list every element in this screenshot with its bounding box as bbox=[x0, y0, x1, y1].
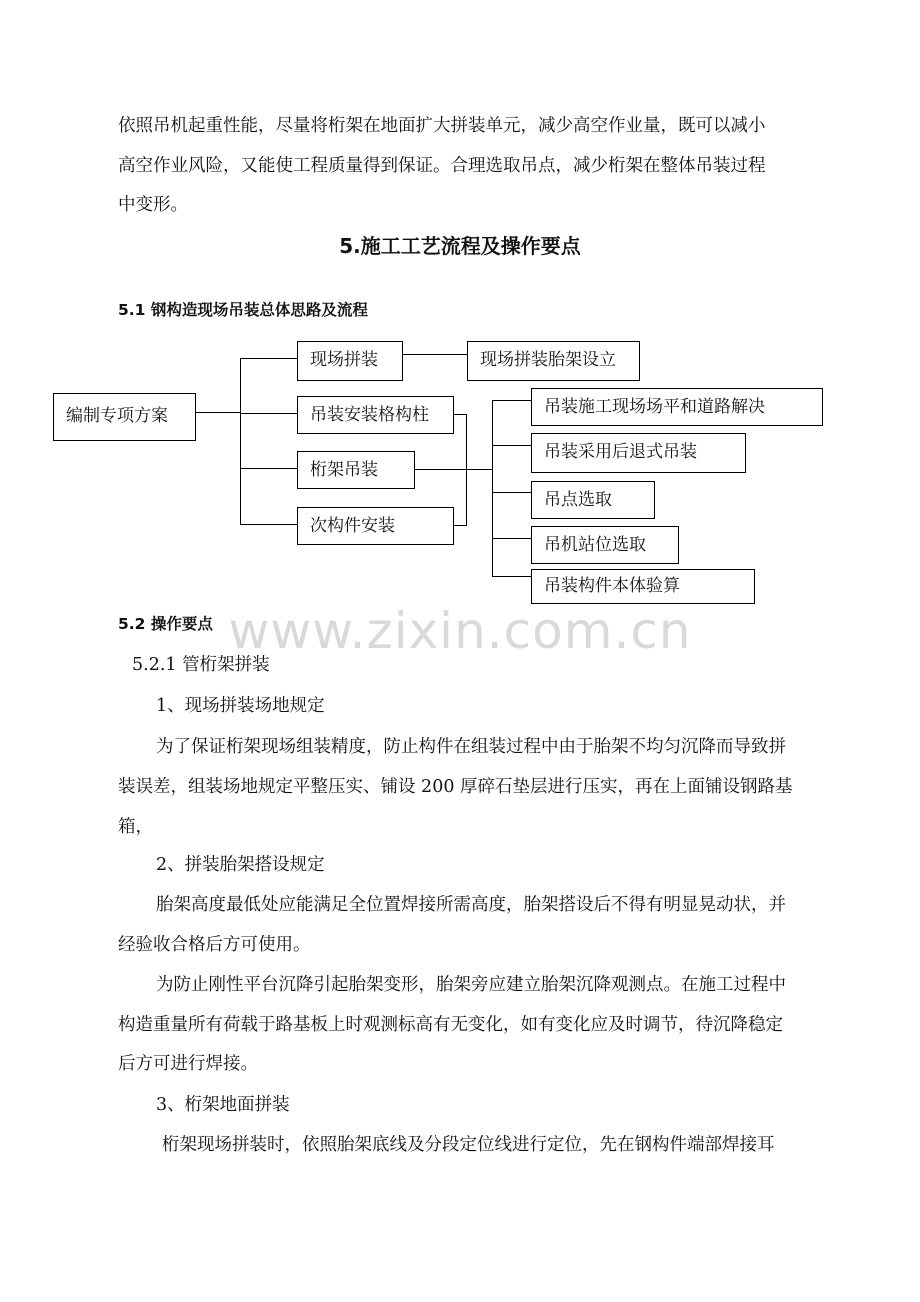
connector-right-1 bbox=[492, 400, 532, 401]
connector-mid-3 bbox=[240, 468, 298, 469]
connector-bracket-bottom bbox=[453, 525, 467, 526]
connector-right-2 bbox=[492, 445, 532, 446]
item-1-line-3: 箱， bbox=[118, 817, 153, 837]
item-1-line-1: 为了保证桁架现场组装精度，防止构件在组装过程中由于胎架不均匀沉降而导致拼 bbox=[156, 737, 786, 757]
connector-mid-trunk bbox=[240, 358, 241, 525]
section-5-title: 5.施工工艺流程及操作要点 bbox=[339, 234, 581, 258]
box-mid-1: 现场拼装 bbox=[297, 341, 403, 381]
item-2-title: 2、拼装胎架搭设规定 bbox=[156, 855, 325, 875]
intro-line-1: 依照吊机起重性能，尽量将桁架在地面扩大拼装单元，减少高空作业量，既可以减小 bbox=[118, 116, 766, 136]
item-2-p2-line-1: 为防止刚性平台沉降引起胎架变形，胎架旁应建立胎架沉降观测点。在施工过程中 bbox=[156, 975, 786, 995]
box-right-2: 吊装采用后退式吊装 bbox=[531, 433, 746, 473]
connector-bracket bbox=[466, 414, 467, 526]
item-1-title: 1、现场拼装场地规定 bbox=[156, 696, 325, 716]
section-5-1-title: 5.1 钢构造现场吊装总体思路及流程 bbox=[118, 301, 368, 319]
connector-mid-1 bbox=[240, 358, 298, 359]
item-2-p2-line-3: 后方可进行焊接。 bbox=[118, 1054, 258, 1074]
connector-right-3 bbox=[492, 492, 532, 493]
item-2-p1-line-1: 胎架高度最低处应能满足全位置焊接所需高度，胎架搭设后不得有明显晃动状，并 bbox=[156, 895, 786, 915]
section-5-2-title: 5.2 操作要点 bbox=[118, 615, 213, 633]
watermark-text: www.zixin.com.cn bbox=[228, 602, 692, 660]
item-2-p2-line-2: 构造重量所有荷载于路基板上时观测标高有无变化，如有变化应及时调节，待沉降稳定 bbox=[118, 1015, 783, 1035]
box-right-3: 吊点选取 bbox=[531, 481, 655, 519]
box-right-4: 吊机站位选取 bbox=[531, 526, 679, 564]
item-3-line-1: 桁架现场拼装时，依照胎架底线及分段定位线进行定位，先在钢构件端部焊接耳 bbox=[162, 1135, 775, 1155]
connector-mid-2 bbox=[240, 413, 298, 414]
intro-line-3: 中变形。 bbox=[118, 195, 188, 215]
item-2-p1-line-2: 经验收合格后方可使用。 bbox=[118, 935, 311, 955]
subsection-5-2-1: 5.2.1 管桁架拼装 bbox=[132, 655, 270, 675]
box-mid-4: 次构件安装 bbox=[297, 507, 454, 545]
box-mid-child: 现场拼装胎架设立 bbox=[467, 341, 640, 381]
connector-assembly-child bbox=[402, 354, 468, 355]
item-3-title: 3、桁架地面拼装 bbox=[156, 1095, 290, 1115]
connector-right-4 bbox=[492, 538, 532, 539]
box-right-1: 吊装施工现场场平和道路解决 bbox=[531, 388, 823, 426]
box-root: 编制专项方案 bbox=[53, 393, 196, 441]
box-mid-3: 桁架吊装 bbox=[297, 451, 415, 489]
item-1-line-2: 装误差，组装场地规定平整压实、铺设 200 厚碎石垫层进行压实，再在上面铺设钢路基 bbox=[118, 777, 793, 797]
connector-bracket-top bbox=[453, 414, 467, 415]
connector-right-5 bbox=[492, 576, 532, 577]
connector-root bbox=[195, 412, 241, 413]
intro-line-2: 高空作业风险，又能使工程质量得到保证。合理选取吊点，减少桁架在整体吊装过程 bbox=[118, 156, 766, 176]
box-mid-2: 吊装安装格构柱 bbox=[297, 396, 454, 434]
connector-right-trunk bbox=[492, 400, 493, 576]
connector-right bbox=[414, 469, 492, 470]
connector-mid-4 bbox=[240, 524, 298, 525]
box-right-5: 吊装构件本体验算 bbox=[531, 569, 755, 604]
